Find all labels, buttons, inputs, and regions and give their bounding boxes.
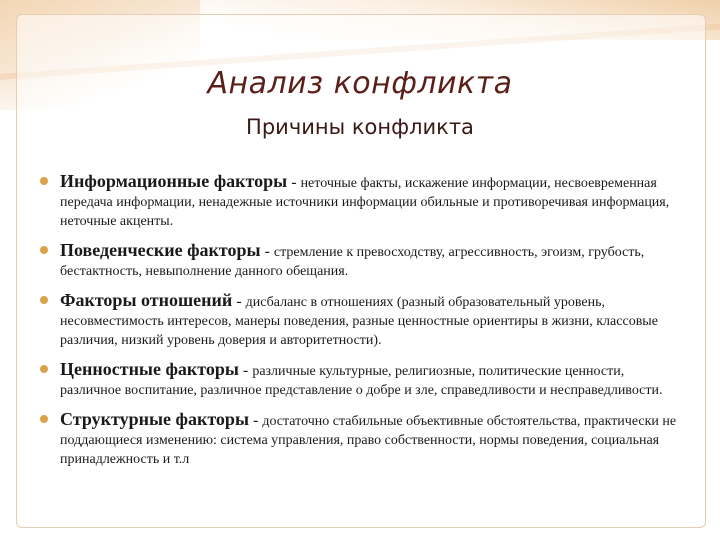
factor-dash: - — [232, 293, 246, 310]
factor-description: различные культурные, религиозные, политические ценности, различное воспитание, различное представление о добре и зле, справедливости и несправедливости. — [60, 364, 663, 398]
bullet-icon — [40, 365, 48, 373]
factor-description: неточные факты, искажение информации, несвоевременная передача информации, ненадежные источники информации обильные и противоречивая информация, неточные акценты. — [60, 176, 670, 229]
bullet-icon — [40, 296, 48, 304]
factor-heading: Ценностные факторы — [60, 359, 239, 379]
slide-subtitle: Причины конфликта — [246, 115, 474, 139]
factor-description: дисбаланс в отношениях (разный образовательный уровень, несовместимость интересов, манеры поведения, разные ценностные ориентиры в жизни, классовые различия, низкий уровень доверия и авторитетности). — [60, 295, 658, 348]
factor-dash: - — [238, 362, 253, 379]
list-item — [38, 360, 688, 400]
slide-title: Анализ конфликта — [207, 66, 513, 101]
factor-description: достаточно стабильные объективные обстоятельства, практически не поддающиеся изменению: система управления, право собственности, нормы поведения, социальная принадлежность и т.л — [60, 414, 677, 467]
bullet-icon — [40, 177, 48, 185]
factor-dash: - — [249, 412, 263, 429]
factor-dash: - — [287, 174, 301, 191]
factor-heading: Структурные факторы — [60, 409, 249, 429]
list-item — [38, 291, 688, 350]
list-item — [38, 410, 688, 469]
bullet-icon — [40, 246, 48, 254]
factor-dash: - — [260, 243, 274, 260]
factor-description: стремление к превосходству, агрессивность, эгоизм, грубость, бестактность, невыполнение данного обещания. — [60, 245, 645, 279]
list-item — [38, 241, 688, 281]
factor-heading: Факторы отношений — [60, 290, 233, 310]
factor-list — [38, 172, 688, 479]
list-item — [38, 172, 688, 231]
factor-heading: Информационные факторы — [60, 171, 288, 191]
factor-heading: Поведенческие факторы — [60, 240, 261, 260]
bullet-icon — [40, 415, 48, 423]
